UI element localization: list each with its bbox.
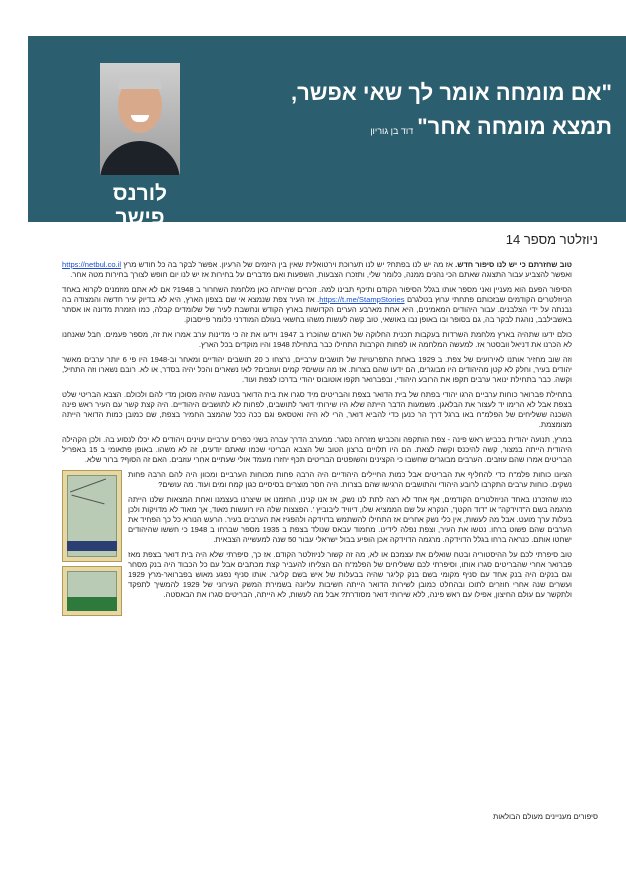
header-banner: [28, 36, 626, 229]
p2-text-1: הסיפור הפעם הוא מעניין ואני מספר אותו בגלל הסיפור הקודם ותיכף תבינו למה. זוכרים שהייתה כאן מלחמת השחרור ב 1948? אם לא אתם מוזמנים לקרוא באחד הניוזלטרים הקודמים שבזכותם פתחתי ערוץ בטלגרם: [62, 285, 572, 304]
paragraph-4: וזה שוב מחזיר אותנו לאירועים של צפת. ב 1929 באחת התפרעויות של תושבים ערביים, נרצחו כ 20 תושבים יהודיים ומאחר וב-1948 היו פי 6 יותר ערבים מאשר יהודים בעיר, וחלק לא קטן מהיהודים היו מבוגרים, הם ידעו שהם בצרות. אז מה עושים? קמים ועוזבים? לא! נשארים והכל יהיה בסדר, או לא. רובם נשארו וזה התחיל, וקשה. כבר בתחילת ינואר ערבים תקפו את הרובע היהודי, ובפברואר תקפו אוטובוס יהודי בדרכו לצפת ועוד.: [62, 355, 572, 384]
quote-line-1: "אם מומחה אומר לך שאי אפשר,: [290, 80, 612, 105]
quote-line-2: [370, 114, 612, 140]
footer-text: סיפורים מעניינים מעולם הבולאות: [492, 812, 598, 821]
davidka-stamp-image: [62, 470, 122, 562]
second-stamp-image: [62, 566, 122, 616]
stamp-images: [62, 470, 122, 620]
paragraph-8: כמו שהזכרנו באחד הניוזלטרים הקודמים, אף אחד לא רצה לתת לנו נשק, אז אנו קנינו, החזמנו או שיצרנו בעצמנו ואחת המצאות שלנו הייתה מרגמה בשם ה"דוידקה" או "דוד הקטן", הנקרא על שם הממציא שלו, דיוויד ליבוביץ '. הפצצות שלה היו רועשות מאוד, אך מאוד לא מדויקות ולכן בעלות ערך מועט. אבל מה לעשות, אין כלי נשק אחרים אז התחילו להשתמש בדוידקה ולהפגיז את הערבים בעיר. הרעש הנורא כל כך הפחיד את הערבים שהם פשוט ברחו. נטשו את העיר, וצפת נפלה לידינו. מחמוד עבאס שנולד בצפת ב 1935 מספר שברחו ב 1948 כי חששו שהיהודים ישחטו אותם. כנראה ברחו בגלל הדוידקה. מרגמה הדוידקה אכן הופיע בבול ישראלי עבור 50 שנה למעשייה הצבאית.: [128, 495, 572, 544]
telegram-link[interactable]: https://t.me/StampStories: [319, 295, 405, 304]
intro-bold: טוב שחזרתם כי יש לנו סיפור חדש.: [455, 260, 572, 269]
paragraph-7: הציונו כוחות פלמ"ח כדי להחליף את הבריטים אבל כמות החיילים היהודיים היה הרבה פחות מכוחות הערביים ומכוון היה להם הרבה פחות נשקים. כוחות ערבים התקרבו לרובע היהודי והתושבים הרגישו שהם בצרות. היה חסר מוצרים בסיסיים כגון קמח ומים ועוד. מה עושים?: [128, 470, 572, 489]
paragraph-2: [62, 285, 572, 325]
photo-shirt-shape: [100, 141, 180, 175]
author-name: לורנס פישר: [112, 182, 168, 229]
paragraph-9: טוב סיפרתי לכם על ההיסטוריה ובטח שואלים את עצמכם או לא, מה זה קשור לניוזלטר הקודם. אז כך, סיפרתי שלא היה בית דואר בצפת מאז פברואר אחרי שהבריטים סגרו אותו, וסיפרתי לכם ששליחים של הפלמ"ח הם הצליחו להעביר קצת מכתבים אבל עם כל הכבוד היה בנק מסחר וגם בנקים היה בנק אחד עם סניף מקומי בשם בנק קליגר שהיה בבעלות של איש בשם קליגר. אותו סניף נפגע מאוש בפברואר-מרץ 1929 ועשרים שנה אחרי חוזרים לתוכו ובהחלט כמובן לשירות הדואר הייתה חשיבות עליונה בשמירת המשק העירוני של 1929 להמשיך לתפקד ולתקשר עם עולם החיצון, אפילו עם ראש פינה, ללא שירותי דואר מסודרת? אבל מה לעשות, לא הייתה, הבריטים סגרו את הבאסטה.: [128, 550, 572, 599]
stamp-1-tab: [67, 541, 117, 551]
photo-hair-shape: [118, 75, 162, 89]
quote-attribution: דוד בן גוריון: [370, 126, 414, 136]
paragraph-5: בתחילת פברואר כוחות ערביים הרגו יהודי בפתח של בית הדואר בצפת והבריטים מיד סגרו את בית הדואר בטענה שהיה מסוכן מדי להם ולכולם. הצבא הבריטי שלט בצפת אבל לא הרימו יד לעצור את הבלאגן. משמעות הדבר הייתה שלא היו שירותי דואר לתושבים, לפחות לא לתושבים היהודיים. היה קצת קשר עם העיר ראש פינה השכנה ששליחים של הפלמ"ח באו ברגל דרך הר כנען כדי להביא דואר, הרי לא היה ואטסאפ וגם ככה ככל שהמצב החמיר בצפת, שם כמובן כמות הדואר הייתה מצומצמת.: [62, 390, 572, 429]
author-photo: [100, 63, 180, 175]
netbul-link[interactable]: https://netbul.co.il: [62, 260, 122, 269]
p2-text-2: . אז העיר צפת שנמצא אי שם בצפון הארץ, היא לא בדיוק עיר חדשה והמצודה בה נבנתה על ידי הצלבנים. עבור היהודים המאמינים, היא אחת מארבע הערים הקדושות בארץ הקודש ונחשבת לעיר של שלומדים קבלה, כמו הזמרת מדונה או אסתר באשבילבב, נוהגת לבקר בה, גם בסופר ובו באופן נבו באושאי, טוב קשה לעשות משהו בחשאי בעולם המודרני כלומר פייסבוק.: [62, 295, 572, 324]
intro-text-2: ואפשר להצביע עבור התצוגה שאתם הכי נהנים ממנה, כלומר שלי, ותזכרו הצבעות, השפעות ואם מדברים על בחירות אז יש לנו יום חופש לצורך בחירות מטה אחר.: [70, 270, 572, 279]
paragraph-3: כולם ידעו שתהיה בארץ מלחמת השרדות בעקבות תכנית החלוקה של האו"ם שהוכרז ב 1947 וידעו את זה כי מדינות ערב אמרו את זה, מספר פעמים. חבל שאנחנו לא הכרנו את דניאל וובסטר אז. למעשה המלחמה או לפחות הקרבות התחילו כבר בתחילת 1948 והיו מוקדים בכל הארץ.: [62, 330, 572, 349]
paragraph-intro: [62, 260, 572, 280]
quote-line-2-text: תמצא מומחה אחר": [417, 114, 612, 139]
newsletter-number: ניוזלטר מספר 14: [505, 232, 598, 247]
intro-text-1: אז מה יש לנו בפתח? יש לנו תערוכת וירטואלית שאין בין היזמים של הרעיון. אפשר לבקר בה כל חודש מרץ: [121, 260, 456, 269]
stamp-2-tab: [67, 597, 117, 611]
article-body: [62, 260, 572, 622]
paragraph-6: במרץ, תנועה יהודית בכביש ראש פינה - צפת הותקפה והכביש מזרחה נסגר. ממערב הדרך עברה בשני כפרים ערביים עוינים ויהודים לא יכלו לנסוע בה. ולכן הקהילה היהודית הייתה במצור, קשה להיכנס וקשה לצאת. הם היו תלויים ברצון הטוב של הצבא הבריטי שכמו שאתם יודעים, זה לא משהו. באופן פתאומי ב 15 באפריל הבריטים אמרו שהם עוזבים. הערבים מבוגרים שחשבו כי הקצינים והשופטים הבריטים תכף יחזרו מעמד אולי שעתיים אחרי עוזבים. האם זה הסוף? ברור שלא.: [62, 435, 572, 464]
